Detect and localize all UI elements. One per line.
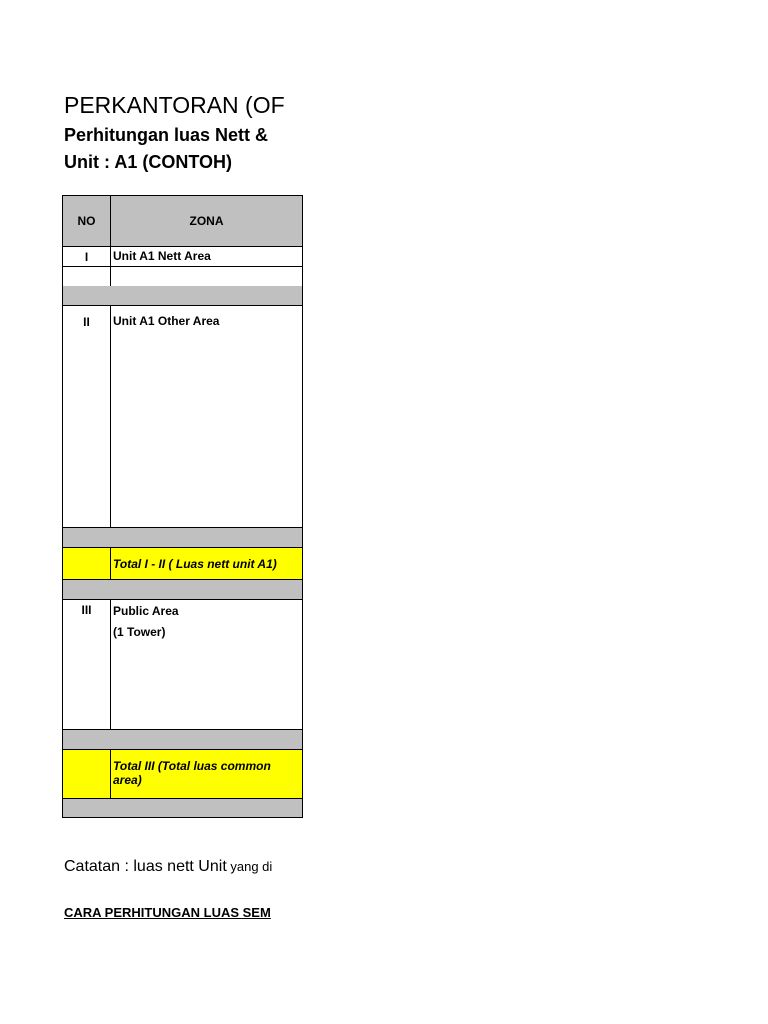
table-row bbox=[62, 305, 303, 528]
gray-separator bbox=[62, 799, 303, 818]
total-row bbox=[62, 547, 303, 580]
table-row-empty bbox=[62, 266, 303, 287]
empty-cell bbox=[110, 266, 303, 287]
row-zona: Unit A1 Other Area bbox=[110, 305, 303, 528]
row-zona: Unit A1 Nett Area bbox=[110, 246, 303, 267]
note-lead: Catatan : luas nett Unit bbox=[64, 858, 227, 875]
column-header-no: NO bbox=[62, 195, 111, 247]
total-label: Total I - II ( Luas nett unit A1) bbox=[110, 547, 303, 580]
row-zona-line2: (1 Tower) bbox=[113, 625, 166, 639]
empty-cell bbox=[62, 547, 111, 580]
row-number: II bbox=[62, 305, 111, 528]
document-viewport bbox=[0, 0, 303, 1024]
note-rest: yang di bbox=[226, 859, 273, 874]
row-number: III bbox=[62, 599, 111, 730]
row-zona bbox=[110, 599, 303, 730]
row-number: I bbox=[62, 246, 111, 267]
document-subtitle: Perhitungan luas Nett & bbox=[64, 125, 269, 145]
note bbox=[64, 858, 272, 876]
gray-separator bbox=[62, 730, 303, 750]
empty-cell bbox=[62, 266, 111, 287]
gray-separator bbox=[62, 580, 303, 600]
unit-label: Unit : A1 (CONTOH) bbox=[64, 152, 232, 172]
empty-cell bbox=[62, 749, 111, 799]
table-header-row bbox=[62, 195, 303, 247]
gray-separator bbox=[62, 286, 303, 306]
total-label: Total III (Total luas common area) bbox=[110, 749, 303, 799]
total-row bbox=[62, 749, 303, 799]
column-header-zona: ZONA bbox=[110, 195, 303, 247]
table-row bbox=[62, 599, 303, 730]
calculation-heading: CARA PERHITUNGAN LUAS SEM bbox=[64, 905, 271, 920]
document-title: PERKANTORAN (OF bbox=[64, 92, 285, 118]
table-row bbox=[62, 246, 303, 267]
row-zona-line1: Public Area bbox=[113, 604, 179, 618]
gray-separator bbox=[62, 528, 303, 548]
